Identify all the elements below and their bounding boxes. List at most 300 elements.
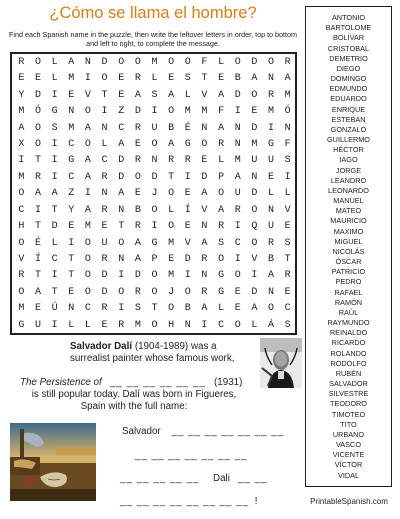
grid-letter: I (51, 270, 58, 282)
grid-letter: T (101, 89, 108, 101)
grid-letter: T (201, 73, 208, 85)
grid-row (12, 318, 295, 333)
grid-letter: I (151, 221, 158, 233)
grid-row (12, 203, 295, 218)
grid-letter: O (234, 57, 241, 68)
grid-row (12, 186, 295, 201)
grid-letter: I (234, 106, 241, 118)
grid-letter: Z (68, 188, 75, 200)
grid-letter: V (201, 89, 208, 101)
grid-row (12, 104, 295, 119)
grid-letter: E (284, 221, 291, 233)
grid-letter: U (268, 155, 275, 167)
grid-letter: I (118, 270, 125, 282)
grid-letter: R (218, 139, 225, 151)
grid-letter: R (218, 221, 225, 233)
grid-letter: D (118, 155, 125, 167)
grid-letter: L (218, 155, 225, 167)
grid-letter: C (101, 155, 108, 167)
grid-letter: O (268, 57, 275, 68)
grid-letter: G (68, 155, 75, 167)
grid-letter: N (101, 188, 108, 200)
grid-letter: I (268, 122, 275, 134)
grid-letter: U (234, 188, 241, 200)
grid-letter: O (134, 171, 141, 183)
grid-letter: D (51, 221, 58, 233)
grid-letter: R (134, 286, 141, 298)
grid-letter: E (34, 73, 41, 85)
grid-letter: T (118, 221, 125, 233)
grid-letter: I (234, 221, 241, 233)
grid-letter: E (284, 286, 291, 298)
word-list-item: IAGO (339, 155, 358, 165)
word-list-item: URBANO (332, 429, 365, 439)
grid-letter: E (184, 188, 191, 200)
word-list-item: RAÚL (338, 307, 359, 317)
grid-letter: A (251, 303, 258, 315)
word-list-item: MIGUEL (334, 236, 363, 246)
answer-line-4 (120, 496, 257, 507)
grid-letter: I (84, 188, 91, 200)
word-list-item: RODOLFO (330, 358, 367, 368)
grid-letter: D (234, 89, 241, 101)
grid-row (12, 252, 295, 267)
word-list-item: ENRIQUE (331, 104, 366, 114)
grid-letter: G (184, 139, 191, 151)
grid-letter: O (184, 286, 191, 298)
grid-letter: X (18, 139, 25, 151)
grid-letter: A (51, 188, 58, 200)
grid-letter: D (34, 89, 41, 101)
bio-line-2: surrealist painter whose famous work, (70, 353, 235, 364)
grid-letter: O (168, 188, 175, 200)
grid-letter: G (218, 286, 225, 298)
grid-letter: O (118, 286, 125, 298)
grid-letter: L (51, 73, 58, 85)
grid-letter: D (101, 286, 108, 298)
word-list-item: LEONARDO (328, 185, 369, 195)
grid-letter: U (34, 319, 41, 331)
grid-letter: L (68, 319, 75, 331)
grid-letter: T (151, 303, 158, 315)
grid-letter: N (101, 122, 108, 134)
grid-letter: L (151, 73, 158, 85)
word-list-item: VIDAL (337, 470, 360, 480)
grid-letter: N (118, 253, 125, 265)
grid-letter: E (168, 253, 175, 265)
grid-letter: M (268, 106, 275, 118)
word-list-item: VICENTE (332, 450, 365, 460)
grid-letter: D (251, 122, 258, 134)
grid-letter: E (234, 303, 241, 315)
grid-letter: O (151, 270, 158, 282)
grid-row (12, 55, 295, 70)
grid-letter: I (51, 139, 58, 151)
grid-letter: S (284, 319, 291, 331)
artist-years: (1904-1989) (134, 341, 189, 352)
persistence-painting-image (10, 423, 96, 501)
grid-row (12, 170, 295, 185)
grid-letter: O (168, 221, 175, 233)
word-list-item: RUBÉN (335, 368, 362, 378)
grid-letter: U (251, 155, 258, 167)
grid-letter: M (168, 270, 175, 282)
word-list-item: JORGE (335, 165, 362, 175)
grid-letter: M (68, 73, 75, 85)
grid-letter: O (218, 253, 225, 265)
grid-letter: S (151, 89, 158, 101)
grid-letter: A (34, 286, 41, 298)
grid-letter: A (84, 171, 91, 183)
grid-letter: A (201, 188, 208, 200)
grid-letter: N (268, 286, 275, 298)
grid-letter: P (151, 253, 158, 265)
grid-letter: O (118, 57, 125, 68)
grid-row (12, 285, 295, 300)
grid-letter: F (201, 57, 208, 68)
grid-row (12, 301, 295, 316)
grid-row (12, 268, 295, 283)
grid-letter: O (18, 237, 25, 249)
grid-letter: O (234, 319, 241, 331)
grid-letter: E (18, 73, 25, 85)
grid-letter: T (34, 270, 41, 282)
grid-letter: F (218, 106, 225, 118)
grid-letter: O (218, 188, 225, 200)
grid-letter: N (234, 122, 241, 134)
grid-letter: R (201, 253, 208, 265)
word-list-item: EDMUNDO (329, 84, 368, 94)
bio-line-4: is still popular today. Dalí was born in Figueres, (31, 389, 237, 400)
grid-letter: Í (184, 204, 191, 216)
grid-letter: V (201, 204, 208, 216)
grid-letter: Z (118, 106, 125, 118)
grid-letter: T (51, 204, 58, 216)
grid-letter: É (184, 122, 191, 134)
grid-letter: E (134, 139, 141, 151)
grid-letter: O (84, 270, 91, 282)
grid-letter: L (268, 188, 275, 200)
work-title: The Persistence of (20, 377, 102, 388)
grid-letter: A (168, 139, 175, 151)
grid-letter: S (184, 73, 191, 85)
grid-letter: R (201, 286, 208, 298)
grid-letter: L (184, 89, 191, 101)
grid-letter: O (151, 286, 158, 298)
work-title-blanks: __ __ __ __ __ __ (109, 377, 206, 388)
grid-letter: V (251, 253, 258, 265)
grid-letter: O (84, 286, 91, 298)
grid-letter: T (34, 221, 41, 233)
grid-letter: M (184, 106, 191, 118)
grid-letter: I (184, 171, 191, 183)
grid-letter: S (51, 122, 58, 134)
grid-letter: M (68, 122, 75, 134)
bio-line-1 (70, 340, 217, 353)
grid-row (12, 121, 295, 136)
word-list-item: DIEGO (336, 63, 361, 73)
grid-letter: L (218, 57, 225, 68)
word-list-item: PATRICIO (331, 267, 366, 277)
answer-end: ! (254, 496, 258, 507)
word-list (305, 6, 392, 487)
grid-letter: N (234, 139, 241, 151)
grid-row (12, 137, 295, 152)
grid-letter: N (151, 155, 158, 167)
grid-letter: H (18, 221, 25, 233)
grid-letter: L (101, 139, 108, 151)
grid-letter: E (184, 221, 191, 233)
grid-letter: D (251, 188, 258, 200)
grid-letter: R (118, 319, 125, 331)
grid-letter: R (284, 57, 291, 68)
grid-letter: N (284, 122, 291, 134)
grid-letter: I (201, 319, 208, 331)
word-list-item: EDUARDO (330, 94, 367, 104)
grid-letter: I (184, 270, 191, 282)
word-list-item: MANUEL (333, 196, 364, 206)
grid-letter: M (18, 106, 25, 118)
grid-letter: B (184, 303, 191, 315)
grid-letter: R (268, 237, 275, 249)
grid-letter: R (101, 253, 108, 265)
grid-letter: B (268, 253, 275, 265)
word-list-item: PEDRO (335, 277, 362, 287)
grid-letter: E (118, 73, 125, 85)
answer-line-1 (122, 426, 284, 437)
grid-letter: L (284, 188, 291, 200)
grid-letter: R (284, 270, 291, 282)
grid-letter: V (184, 237, 191, 249)
grid-letter: Ú (51, 303, 58, 315)
grid-letter: O (84, 253, 91, 265)
grid-letter: O (84, 139, 91, 151)
grid-letter: T (284, 253, 291, 265)
grid-letter: C (284, 303, 291, 315)
grid-letter: O (151, 319, 158, 331)
grid-letter: Ó (284, 106, 291, 118)
grid-letter: O (84, 106, 91, 118)
grid-letter: N (201, 270, 208, 282)
answer-surname: Dali (213, 473, 230, 484)
bio-line-5: Spain with the full name: (80, 401, 188, 412)
answer-blanks-1: __ __ __ __ __ __ __ (171, 426, 285, 437)
word-list-item: DOMINGO (330, 74, 367, 84)
grid-letter: A (134, 89, 141, 101)
grid-letter: A (234, 171, 241, 183)
grid-letter: O (18, 286, 25, 298)
grid-letter: M (201, 106, 208, 118)
grid-letter: O (84, 237, 91, 249)
grid-letter: N (268, 204, 275, 216)
grid-letter: I (251, 270, 258, 282)
grid-letter: L (51, 57, 58, 68)
grid-letter: Y (18, 89, 25, 101)
grid-letter: O (134, 57, 141, 68)
grid-letter: E (34, 303, 41, 315)
grid-letter: J (151, 188, 158, 200)
grid-letter: Í (34, 253, 41, 265)
grid-letter: E (234, 286, 241, 298)
grid-letter: I (18, 155, 25, 167)
grid-letter: A (134, 253, 141, 265)
answer-blanks-2: __ __ __ __ __ __ __ (135, 450, 248, 461)
grid-letter: N (68, 303, 75, 315)
word-list-item: RICARDO (331, 338, 366, 348)
word-list-item: ÓSCAR (335, 257, 362, 267)
grid-letter: S (134, 303, 141, 315)
grid-letter: G (151, 237, 158, 249)
instructions: Find each Spanish name in the puzzle, then write the leftover letters in order, top to bottom and left to right, to complete the message. (8, 30, 298, 48)
grid-letter: E (168, 73, 175, 85)
grid-letter: L (218, 303, 225, 315)
word-list-item: ROLANDO (330, 348, 367, 358)
answer-blanks-4: __ __ (238, 473, 268, 484)
word-list-item: MAURICIO (330, 216, 367, 226)
grid-letter: D (101, 270, 108, 282)
grid-letter: M (251, 139, 258, 151)
grid-letter: D (184, 253, 191, 265)
grid-letter: R (268, 89, 275, 101)
grid-letter: E (68, 286, 75, 298)
site-footer: PrintableSpanish.com (310, 497, 388, 506)
grid-letter: D (101, 57, 108, 68)
word-list-item: SALVADOR (329, 379, 368, 389)
grid-row (12, 236, 295, 251)
word-list-item: DEMETRIO (329, 53, 368, 63)
grid-letter: I (51, 155, 58, 167)
grid-letter: N (118, 204, 125, 216)
grid-letter: C (218, 319, 225, 331)
grid-letter: G (218, 270, 225, 282)
grid-letter: A (268, 270, 275, 282)
grid-letter: A (18, 122, 25, 134)
grid-letter: D (134, 106, 141, 118)
grid-letter: O (34, 122, 41, 134)
grid-letter: N (84, 57, 91, 68)
word-list-item: NICOLÁS (332, 246, 365, 256)
grid-letter: I (34, 204, 41, 216)
grid-letter: J (168, 286, 175, 298)
grid-letter: G (51, 106, 58, 118)
grid-letter: V (18, 253, 25, 265)
word-list-item: REINALDO (329, 328, 368, 338)
grid-letter: O (201, 139, 208, 151)
grid-letter: O (251, 237, 258, 249)
grid-letter: B (134, 204, 141, 216)
grid-letter: I (118, 303, 125, 315)
grid-letter: D (251, 57, 258, 68)
grid-letter: Á (268, 319, 275, 331)
word-list-item: ESTEBAN (331, 114, 366, 124)
grid-letter: R (134, 73, 141, 85)
word-list-item: TITO (340, 419, 357, 429)
grid-letter: R (134, 221, 141, 233)
grid-letter: T (34, 155, 41, 167)
bio-line-3 (20, 377, 242, 388)
grid-letter: O (34, 57, 41, 68)
grid-letter: N (268, 73, 275, 85)
answer-line-3 (120, 473, 268, 484)
grid-letter: I (84, 73, 91, 85)
grid-letter: E (134, 188, 141, 200)
grid-letter: T (68, 253, 75, 265)
grid-letter: S (218, 237, 225, 249)
grid-letter: T (51, 286, 58, 298)
grid-letter: R (134, 155, 141, 167)
grid-letter: S (284, 155, 291, 167)
grid-letter: R (18, 57, 25, 68)
grid-letter: C (84, 303, 91, 315)
puzzle-title: ¿Cómo se llama el hombre? (49, 4, 257, 22)
grid-letter: E (251, 106, 258, 118)
grid-letter: V (84, 89, 91, 101)
grid-letter: A (84, 122, 91, 134)
word-list-item: ANTONIO (331, 13, 366, 22)
grid-letter: N (251, 171, 258, 183)
grid-letter: U (268, 221, 275, 233)
word-list-item: MAXIMO (333, 226, 364, 236)
grid-letter: D (251, 286, 258, 298)
grid-letter: O (184, 57, 191, 68)
grid-letter: P (218, 171, 225, 183)
grid-letter: O (268, 303, 275, 315)
grid-letter: O (118, 237, 125, 249)
grid-letter: E (118, 89, 125, 101)
grid-letter: A (251, 73, 258, 85)
grid-letter: I (51, 319, 58, 331)
grid-letter: L (251, 319, 258, 331)
grid-letter: N (184, 319, 191, 331)
answer-line-2 (135, 450, 248, 461)
word-list-item: RAMÓN (334, 297, 363, 307)
grid-letter: I (51, 89, 58, 101)
grid-letter: O (18, 188, 25, 200)
grid-letter: R (18, 270, 25, 282)
grid-letter: M (168, 237, 175, 249)
grid-letter: D (118, 171, 125, 183)
grid-letter: I (51, 171, 58, 183)
word-list-item: GUILLERMO (327, 135, 370, 145)
grid-letter: C (51, 253, 58, 265)
grid-letter: C (234, 237, 241, 249)
grid-letter: O (168, 303, 175, 315)
grid-letter: E (268, 171, 275, 183)
word-list-item: TIMOTEO (331, 409, 366, 419)
grid-letter: L (51, 237, 58, 249)
grid-letter: C (18, 204, 25, 216)
grid-letter: G (18, 319, 25, 331)
grid-letter: D (151, 171, 158, 183)
work-year: (1931) (214, 377, 243, 388)
grid-letter: T (68, 270, 75, 282)
grid-letter: B (234, 73, 241, 85)
grid-letter: A (168, 89, 175, 101)
word-list-item: HÉCTOR (333, 145, 364, 155)
answer-first-name: Salvador (122, 426, 161, 437)
word-list-item: BARTOLOME (325, 23, 372, 33)
word-list-item: RAFAEL (334, 287, 363, 297)
grid-letter: R (234, 204, 241, 216)
grid-letter: M (234, 155, 241, 167)
grid-letter: I (151, 106, 158, 118)
bio-line-1-rest: was a (190, 341, 217, 352)
grid-letter: L (168, 204, 175, 216)
word-list-item: BOLÍVAR (332, 33, 365, 43)
grid-letter: U (101, 237, 108, 249)
grid-row (12, 153, 295, 168)
grid-letter: A (284, 73, 291, 85)
